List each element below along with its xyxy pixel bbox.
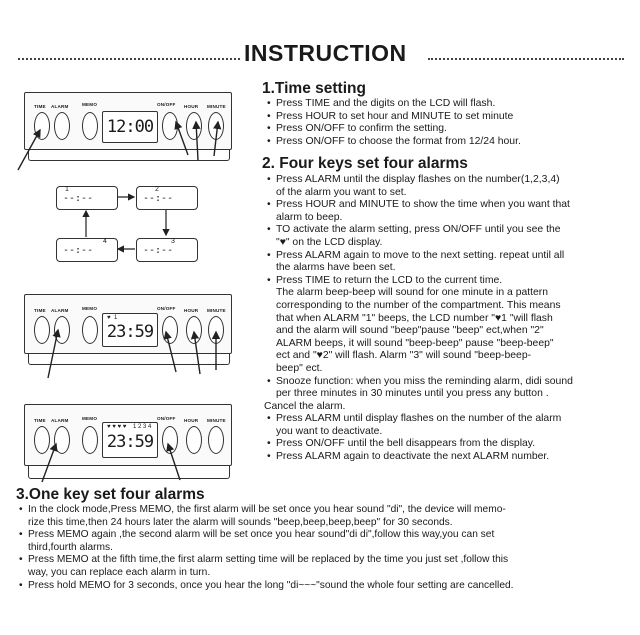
page-title: INSTRUCTION bbox=[244, 40, 407, 66]
section-3-heading: 3.One key set four alarms bbox=[16, 486, 205, 503]
label-onoff: ON/OFF bbox=[157, 102, 176, 107]
bell-icons: ♥ ♥ ♥ ♥ bbox=[107, 424, 127, 430]
list-item: • Press ON/OFF until the bell disappears from the display. bbox=[266, 438, 636, 451]
label-onoff: ON/OFF bbox=[157, 306, 176, 311]
list-item: • In the clock mode,Press MEMO, the first alarm will be set once you hear sound "di", the device will memo- bbox=[18, 504, 638, 517]
list-item-cont: you want to deactivate. bbox=[276, 425, 383, 437]
flow-box-number: 2 bbox=[155, 186, 159, 193]
list-item: • Press TIME and the digits on the LCD will flash. bbox=[266, 98, 626, 111]
label-time: TIME bbox=[34, 104, 46, 109]
list-item-cont: per three minutes in 30 minutes until you press any button . bbox=[276, 388, 549, 400]
label-minute: MINUTE bbox=[207, 308, 226, 313]
list-item: • Press ALARM until display flashes on the number of the alarm bbox=[266, 413, 636, 426]
list-item-cont: alarm to beep. bbox=[276, 211, 343, 223]
section-3-list bbox=[18, 504, 638, 592]
list-item-cont: rize this time,then 24 hours later the alarm will sounds "beep,beep,beep,beep" for 30 seconds. bbox=[28, 516, 453, 528]
list-item: • Press HOUR to set hour and MINUTE to set minute bbox=[266, 111, 626, 124]
label-memo: MEMO bbox=[82, 102, 98, 107]
list-item-cont: ect and "♥2" will flash. Alarm "3" will sound "beep-beep- bbox=[276, 350, 532, 362]
list-item-cont: ALARM beeps, it will sound "beep-beep" pause "beep-beep" bbox=[276, 337, 554, 349]
label-onoff: ON/OFF bbox=[157, 416, 176, 421]
list-item-cont: The alarm beep-beep will sound for one minute in a pattern bbox=[276, 287, 549, 299]
list-item: • Press ON/OFF to choose the format from 12/24 hour. bbox=[266, 136, 626, 149]
lcd-bell-number: 1 bbox=[114, 315, 118, 321]
flow-box-number: 4 bbox=[103, 238, 107, 245]
list-item: • Press HOUR and MINUTE to show the time when you want that bbox=[266, 199, 636, 212]
flow-box-display: --:-- bbox=[143, 245, 174, 256]
lcd-time: 23:59 bbox=[106, 322, 154, 342]
list-item-cont: "♥" on the LCD display. bbox=[276, 236, 383, 248]
flow-box-display: --:-- bbox=[143, 193, 174, 204]
section-2-list bbox=[266, 174, 636, 464]
bell-icon: ♥ bbox=[107, 315, 111, 321]
label-hour: HOUR bbox=[184, 104, 199, 109]
list-item: • Press MEMO at the fifth time,the first alarm setting time will be replaced by the time you just set ,follow this bbox=[18, 554, 638, 567]
list-item-cont: the alarms have been set. bbox=[276, 262, 396, 274]
list-item: • Press ALARM again to move to the next setting. repeat until all bbox=[266, 250, 636, 263]
list-item-cont: of the alarm you want to set. bbox=[276, 186, 407, 198]
label-minute: MINUTE bbox=[207, 418, 226, 423]
section-1-heading: 1.Time setting bbox=[262, 80, 366, 97]
list-item: • Press hold MEMO for 3 seconds, once you hear the long "di~~~"sound the whole four setting are cancelled. bbox=[18, 580, 638, 593]
lcd-time: 23:59 bbox=[106, 432, 154, 452]
flow-box-number: 1 bbox=[65, 186, 69, 193]
lcd-bell-numbers: 1 2 3 4 bbox=[133, 424, 152, 430]
flow-box-display: --:-- bbox=[63, 245, 94, 256]
lcd-time: 12:00 bbox=[106, 117, 154, 137]
label-alarm: ALARM bbox=[51, 104, 69, 109]
list-item-cont: way, you can replace each alarm in turn. bbox=[28, 566, 211, 578]
list-item: • Snooze function: when you miss the reminding alarm, didi sound bbox=[266, 376, 636, 389]
section-2-heading: 2. Four keys set four alarms bbox=[262, 155, 468, 172]
list-item-cont: third,fourth alarms. bbox=[28, 541, 113, 553]
label-time: TIME bbox=[34, 418, 46, 423]
list-item-cont: beep" ect. bbox=[276, 362, 323, 374]
flow-box-number: 3 bbox=[171, 238, 175, 245]
section-1-list bbox=[266, 98, 626, 148]
label-time: TIME bbox=[34, 308, 46, 313]
list-item-cont: Cancel the alarm. bbox=[264, 400, 346, 412]
list-item: • Press ALARM again to deactivate the next ALARM number. bbox=[266, 451, 636, 464]
label-memo: MEMO bbox=[82, 306, 98, 311]
list-item-cont: corresponding to the number of the compartment. This means bbox=[276, 299, 561, 311]
label-minute: MINUTE bbox=[207, 104, 226, 109]
list-item-cont: and the alarm will sound "beep"pause "beep" ect,when "2" bbox=[276, 325, 544, 337]
label-memo: MEMO bbox=[82, 416, 98, 421]
flow-box-display: --:-- bbox=[63, 193, 94, 204]
list-item: • Press ON/OFF to confirm the setting. bbox=[266, 123, 626, 136]
label-alarm: ALARM bbox=[51, 418, 69, 423]
list-item: • TO activate the alarm setting, press ON/OFF until you see the bbox=[266, 224, 636, 237]
list-item: • Press TIME to return the LCD to the current time. bbox=[266, 275, 636, 288]
list-item-cont: that when ALARM "1" beeps, the LCD number "♥1 "will flash bbox=[276, 312, 553, 324]
label-alarm: ALARM bbox=[51, 308, 69, 313]
list-item: • Press ALARM until the display flashes on the number(1,2,3,4) bbox=[266, 174, 636, 187]
label-hour: HOUR bbox=[184, 308, 199, 313]
list-item: • Press MEMO again ,the second alarm will be set once you hear sound"di di",follow this way,you can set bbox=[18, 529, 638, 542]
label-hour: HOUR bbox=[184, 418, 199, 423]
